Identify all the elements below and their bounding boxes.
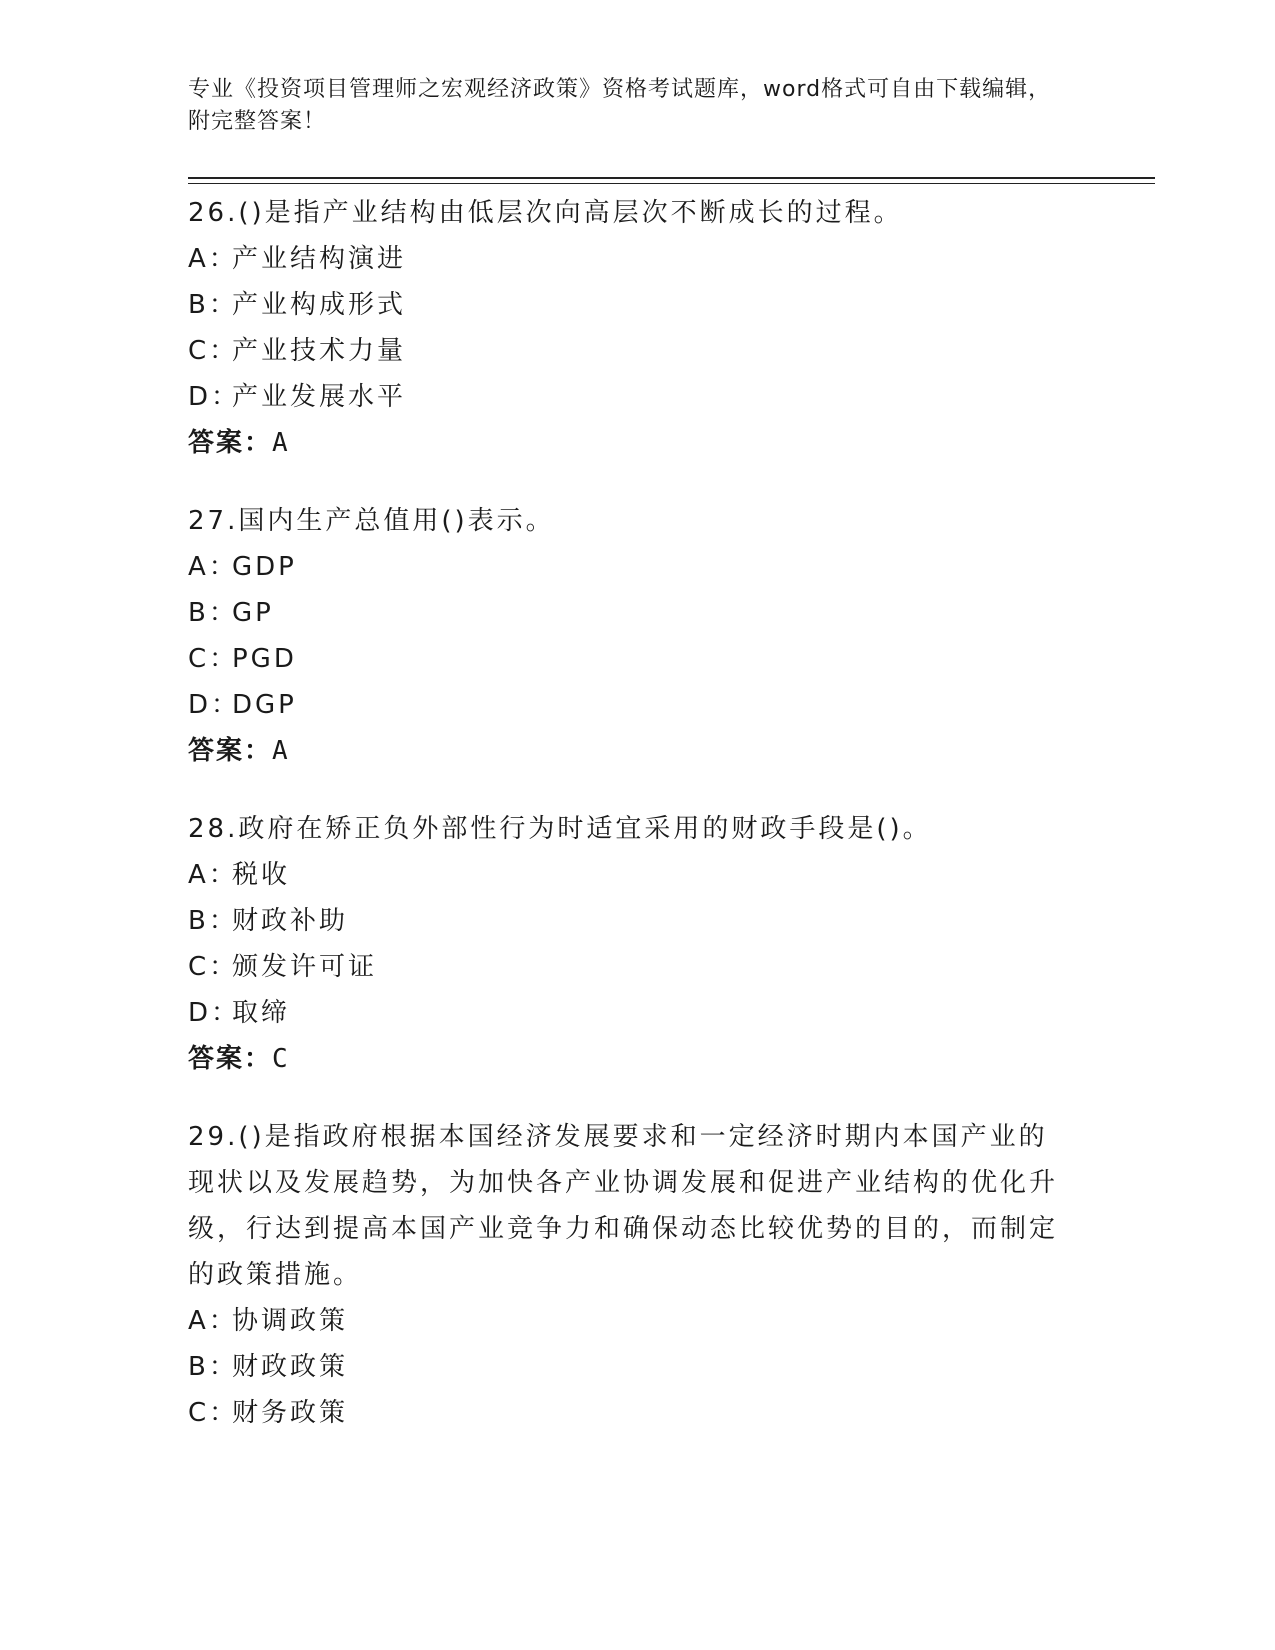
answer-label: 答案：: [188, 428, 273, 458]
option-letter: B：: [188, 598, 238, 628]
option-text: 财政政策: [232, 1352, 349, 1382]
document-header: [188, 74, 1068, 138]
option-letter: B：: [188, 906, 238, 936]
question-item: [188, 190, 1088, 466]
header-divider-thick: [188, 177, 1155, 179]
option-letter: C：: [188, 1398, 239, 1428]
option-text: 产业构成形式: [232, 290, 407, 320]
question-item: [188, 1114, 1088, 1436]
header-divider-thin: [188, 183, 1155, 184]
option-a: [188, 852, 1088, 898]
option-b: [188, 282, 1088, 328]
option-text: DGP: [232, 690, 297, 720]
option-text: 产业技术力量: [232, 336, 407, 366]
question-item: [188, 806, 1088, 1082]
option-text: PGD: [232, 644, 297, 674]
option-c: [188, 1390, 1088, 1436]
option-a: [188, 236, 1088, 282]
question-number: 26.: [188, 198, 239, 228]
option-c: [188, 944, 1088, 990]
question-number: 29.: [188, 1122, 239, 1152]
option-text: 财政补助: [232, 906, 349, 936]
option-letter: B：: [188, 290, 238, 320]
option-text: 产业结构演进: [232, 244, 407, 274]
answer-value: A: [272, 736, 290, 766]
question-stem: [188, 806, 1068, 852]
option-c: [188, 328, 1088, 374]
option-letter: A：: [188, 552, 238, 582]
option-text: GDP: [232, 552, 297, 582]
answer-value: A: [272, 428, 290, 458]
option-letter: C：: [188, 644, 239, 674]
question-item: [188, 498, 1088, 774]
option-letter: C：: [188, 336, 239, 366]
option-text: 颁发许可证: [232, 952, 378, 982]
option-letter: D：: [188, 382, 241, 412]
option-letter: C：: [188, 952, 239, 982]
question-number: 28.: [188, 814, 239, 844]
option-c: [188, 636, 1088, 682]
answer-line: [188, 1036, 1088, 1082]
option-letter: D：: [188, 998, 241, 1028]
option-letter: A：: [188, 860, 238, 890]
question-number: 27.: [188, 506, 239, 536]
option-letter: D：: [188, 690, 241, 720]
option-d: [188, 682, 1088, 728]
option-d: [188, 374, 1088, 420]
answer-line: [188, 420, 1088, 466]
option-b: [188, 590, 1088, 636]
question-stem: [188, 498, 1068, 544]
question-list: [188, 190, 1088, 1468]
option-letter: B：: [188, 1352, 238, 1382]
option-letter: A：: [188, 1306, 238, 1336]
option-a: [188, 544, 1088, 590]
answer-label: 答案：: [188, 736, 273, 766]
option-text: 协调政策: [232, 1306, 349, 1336]
answer-line: [188, 728, 1088, 774]
question-stem: [188, 1114, 1068, 1298]
question-stem: [188, 190, 1068, 236]
option-text: 财务政策: [232, 1398, 349, 1428]
option-letter: A：: [188, 244, 238, 274]
header-title: 专业《投资项目管理师之宏观经济政策》资格考试题库，word格式可自由下载编辑，附完整答案！: [188, 77, 1052, 134]
question-text: ()是指政府根据本国经济发展要求和一定经济时期内本国产业的现状以及发展趋势，为加快各产业协调发展和促进产业结构的优化升级，行达到提高本国产业竞争力和确保动态比较优势的目的，而制定的政策措施。: [188, 1122, 1059, 1290]
option-text: GP: [232, 598, 274, 628]
answer-label: 答案：: [188, 1044, 273, 1074]
question-text: ()是指产业结构由低层次向高层次不断成长的过程。: [238, 198, 903, 228]
question-text: 政府在矫正负外部性行为时适宜采用的财政手段是()。: [238, 814, 932, 844]
option-b: [188, 1344, 1088, 1390]
option-text: 取缔: [232, 998, 291, 1028]
option-a: [188, 1298, 1088, 1344]
option-d: [188, 990, 1088, 1036]
option-text: 税收: [232, 860, 291, 890]
option-text: 产业发展水平: [232, 382, 407, 412]
question-text: 国内生产总值用()表示。: [238, 506, 555, 536]
option-b: [188, 898, 1088, 944]
answer-value: C: [272, 1044, 290, 1074]
